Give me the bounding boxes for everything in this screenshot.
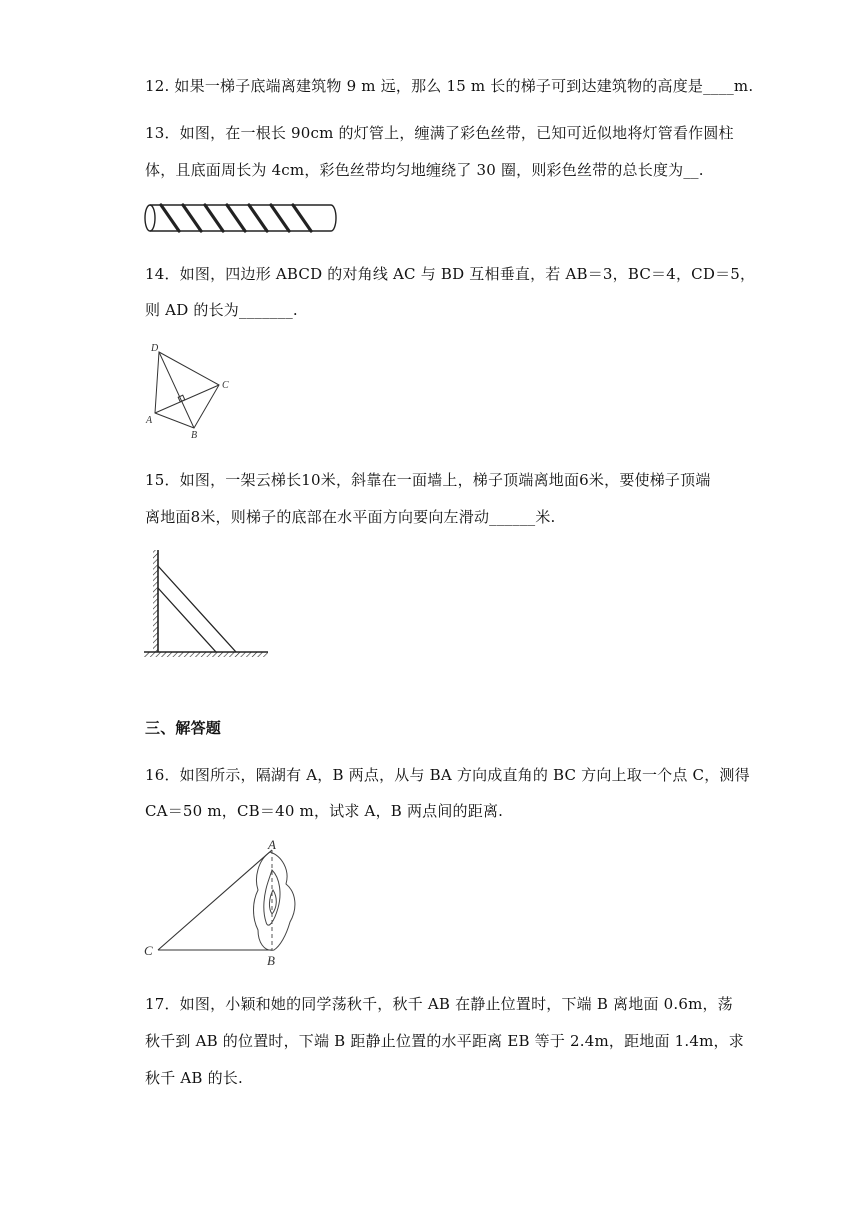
q15-text-line-2: 离地面8米，则梯子的底部在水平面方向要向左滑动______米. [145, 508, 556, 526]
q16-text-line-2: CA＝50 m，CB＝40 m，试求 A，B 两点间的距离. [145, 802, 504, 820]
q14-text-line-2: 则 AD 的长为_______. [145, 301, 298, 319]
q14-label-c: C [222, 380, 229, 391]
q16-label-c: C [144, 943, 153, 958]
q17-text-line-3: 秋千 AB 的长. [145, 1069, 243, 1087]
q14-label-d: D [151, 343, 159, 354]
q13-text-line-1: 13．如图，在一根长 90cm 的灯管上，缠满了彩色丝带，已知可近似地将灯管看作圆柱 [145, 124, 734, 142]
q15-text-line-1: 15．如图，一架云梯长10米，斜靠在一面墙上，梯子顶端离地面6米，要使梯子顶端 [145, 471, 711, 489]
lamp-tube-figure [143, 201, 339, 235]
q13-text-line-2: 体，且底面周长为 4cm，彩色丝带均匀地缠绕了 30 圈，则彩色丝带的总长度为__. [145, 161, 704, 179]
q14-label-b: B [191, 430, 198, 441]
q14-text-line-1: 14．如图，四边形 ABCD 的对角线 AC 与 BD 互相垂直，若 AB＝3，BC＝4，CD＝5， [145, 265, 756, 283]
q17-text-line-1: 17．如图，小颖和她的同学荡秋千，秋千 AB 在静止位置时，下端 B 离地面 0.6m，荡 [145, 995, 733, 1013]
section-3-heading: 三、解答题 [145, 719, 222, 737]
lake-triangle-figure [140, 838, 310, 968]
q16-label-b: B [267, 953, 275, 968]
ladder-wall-figure [142, 546, 272, 662]
q17-text-line-2: 秋千到 AB 的位置时，下端 B 距静止位置的水平距离 EB 等于 2.4m，距地面 1.4m，求 [145, 1032, 744, 1050]
q12-text-line-1: 12. 如果一梯子底端离建筑物 9 m 远，那么 15 m 长的梯子可到达建筑物的高度是____m. [145, 77, 754, 95]
q16-text-line-1: 16．如图所示，隔湖有 A，B 两点，从与 BA 方向成直角的 BC 方向上取一个点 C，测得 [145, 766, 750, 784]
quadrilateral-abcd-figure [142, 340, 242, 444]
q16-label-a: A [268, 838, 276, 852]
q14-label-a: A [146, 415, 153, 426]
